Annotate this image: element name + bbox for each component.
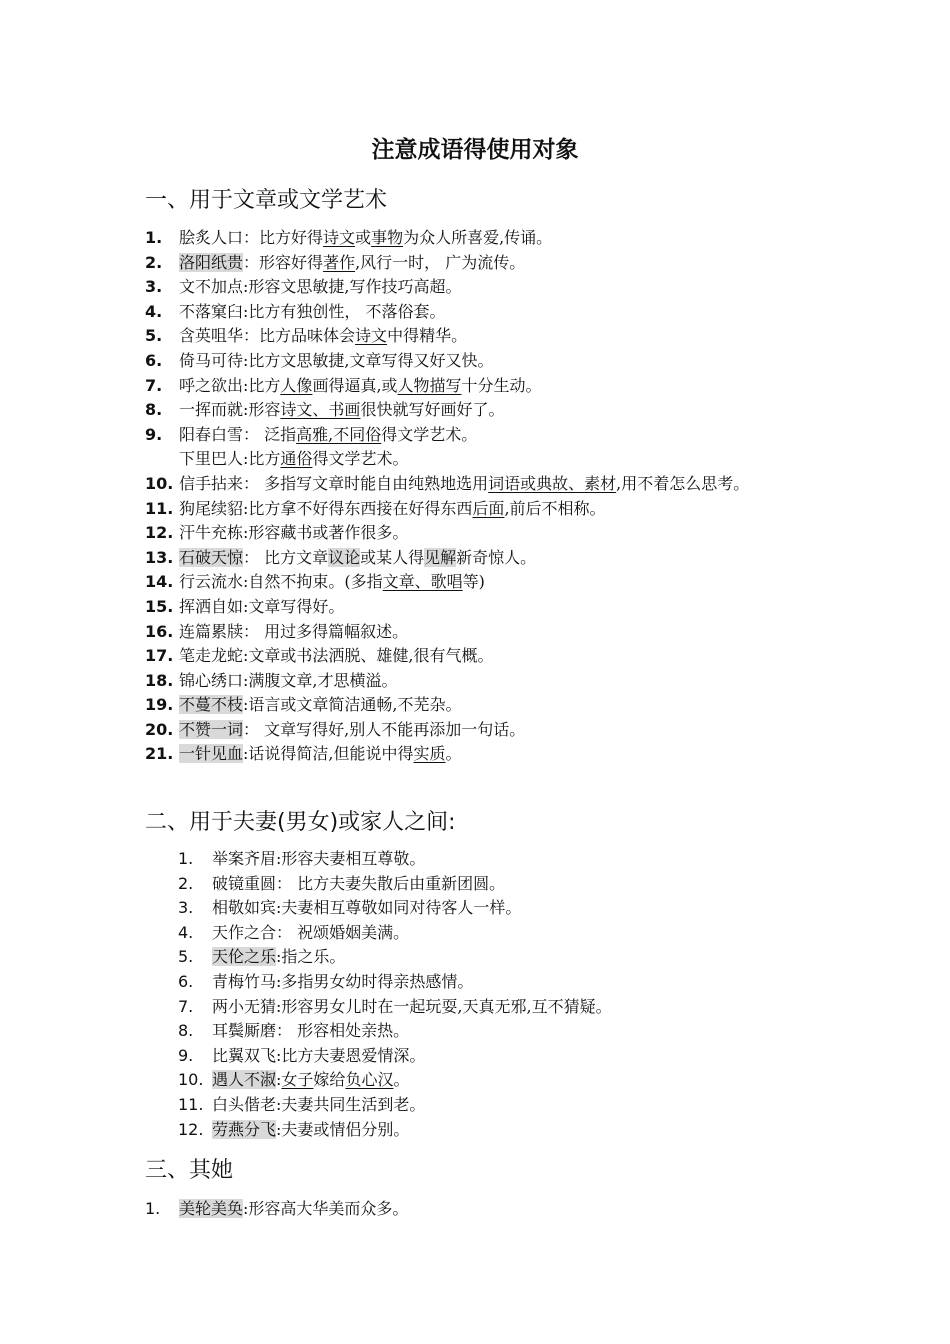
definition-text: 祝颂婚姻美满。 [297,922,410,942]
definition-text: 多指写文章时能自由纯熟地选用 [264,473,489,493]
idiom-term: 相敬如宾 [212,898,277,918]
idiom-term: 锦心绣口 [179,670,244,690]
item-number: 4. [145,301,163,321]
definition-text: 比方文章 [264,547,329,567]
idiom-separator: ： [276,922,298,942]
idiom-separator: : [276,849,282,868]
list-item [145,226,819,251]
underlined-keyword: 实质 [413,744,446,764]
idiom-term: 遇人不淑 [212,1070,277,1090]
underlined-keyword: 诗文、书画 [280,400,361,420]
definition-text: 形容藏书或著作很多。 [248,523,409,543]
other-idiom-list [145,1197,779,1222]
definition-text: 比方品味体会 [259,326,356,346]
item-number: 4. [178,922,194,942]
item-number: 2. [145,252,163,272]
item-number: 1. [145,228,163,247]
idiom-separator: ： [243,719,265,739]
family-idiom-list [178,847,812,1142]
literature-idiom-list [145,226,819,767]
idiom-separator: ： [243,473,265,493]
item-number: 20. [145,719,174,739]
list-item [178,1093,812,1118]
definition-text: 很快就写好画好了。 [360,400,505,420]
list-item [178,1118,812,1143]
list-item [178,896,812,921]
idiom-separator: : [243,277,249,297]
idiom-term: 天伦之乐 [212,947,277,967]
idiom-term: 含英咀华 [179,326,244,346]
definition-text: 夫妻相互尊敬如同对待客人一样。 [281,898,522,918]
idiom-term: 举案齐眉 [212,849,277,868]
definition-text: 得文学艺术。 [381,424,478,444]
item-number: 19. [145,695,174,715]
underlined-keyword: 女子 [281,1070,314,1090]
idiom-term: 挥洒自如 [179,596,244,616]
underlined-keyword: 后面 [472,498,505,518]
underlined-keyword: 诗文 [355,326,388,346]
definition-text: 或 [355,228,372,247]
idiom-term: 青梅竹马 [212,971,277,991]
item-number: 2. [178,873,194,893]
idiom-term: 不蔓不枝 [179,695,244,715]
definition-text: 文章写得好,别人不能再添加一句话。 [264,719,526,739]
definition-text: 用过多得篇幅叙述。 [264,621,409,641]
underlined-keyword: 事物 [371,228,404,247]
definition-text: 形容高大华美而众多。 [248,1199,409,1218]
idiom-separator: : [276,1094,282,1114]
item-number: 5. [145,326,163,346]
item-number: 7. [145,375,163,395]
list-item [178,847,812,872]
idiom-separator: : [276,1045,282,1065]
list-item [145,595,819,620]
idiom-separator: : [243,596,249,616]
list-item [145,693,819,718]
idiom-separator: : [243,498,249,518]
highlighted-keyword: 议论 [328,547,361,567]
idiom-separator: : [243,301,249,321]
list-item [178,1019,812,1044]
definition-text: 等) [462,572,485,592]
underlined-keyword: 负心汉 [345,1070,394,1090]
list-item [178,1044,812,1069]
list-item [145,300,819,325]
idiom-separator: : [276,1119,282,1139]
item-number: 10. [145,473,174,493]
list-item [145,275,819,300]
definition-text: ,用不着怎么思考。 [616,473,750,493]
definition-text: 。 [445,744,462,764]
definition-text: 十分生动。 [461,375,542,395]
list-item [145,718,819,743]
list-item [145,742,819,767]
list-item [145,324,819,349]
list-item [145,546,819,571]
definition-text: 自然不拘束。(多指 [248,572,383,592]
item-number: 10. [178,1070,204,1090]
underlined-keyword: 文章、歌唱 [382,572,463,592]
list-item [145,521,819,546]
definition-text: 为众人所喜爱,传诵。 [403,228,553,247]
idiom-separator: : [243,670,249,690]
idiom-separator: : [243,449,249,469]
definition-text: 嫁给 [313,1070,346,1090]
idiom-term: 破镜重圆 [212,873,277,893]
item-number: 5. [178,947,194,967]
section-heading-family: 二、用于夫妻(男女)或家人之间: [145,810,456,835]
item-number: 3. [145,277,163,297]
idiom-term: 天作之合 [212,922,277,942]
list-item [145,1197,779,1222]
list-item [145,349,819,374]
item-number: 14. [145,572,174,592]
section-heading-other: 三、其她 [145,1158,234,1183]
idiom-term: 白头偕老 [212,1094,277,1114]
definition-text: 形容相处亲热。 [297,1021,410,1041]
definition-text: 语言或文章简洁通畅,不芜杂。 [248,695,462,715]
idiom-term: 比翼双飞 [212,1045,277,1065]
definition-text: 比方拿不好得东西接在好得东西 [248,498,473,518]
item-number: 1. [145,1199,161,1218]
idiom-separator: : [276,996,282,1016]
definition-text: 。 [393,1070,410,1090]
idiom-separator: : [243,572,249,592]
idiom-term: 信手拈来 [179,473,244,493]
definition-text: 得文学艺术。 [312,449,409,469]
definition-text: 比方有独创性， 不落俗套。 [248,301,446,321]
idiom-term: 美轮美奂 [179,1199,244,1218]
definition-text: 或某人得 [360,547,425,567]
section-heading-literature: 一、用于文章或文学艺术 [145,188,388,213]
list-item [145,644,819,669]
underlined-keyword: 人物描写 [397,375,462,395]
list-item [178,1068,812,1093]
definition-text: 比方文思敏捷,文章写得又好又快。 [248,350,494,370]
idiom-term: 不赞一词 [179,719,244,739]
underlined-keyword: 高雅,不同俗 [296,424,382,444]
item-number: 12. [145,523,174,543]
definition-text: 新奇惊人。 [456,547,537,567]
idiom-separator: : [243,375,249,395]
idiom-term: 一针见血 [179,744,244,764]
idiom-term: 下里巴人 [179,449,244,469]
idiom-term: 笔走龙蛇 [179,646,244,666]
idiom-separator: : [276,971,282,991]
definition-text: 形容好得 [259,252,324,272]
page-title: 注意成语得使用对象 [371,137,579,163]
definition-text: 话说得简洁,但能说中得 [248,744,414,764]
item-number: 8. [178,1021,194,1041]
underlined-keyword: 诗文 [323,228,356,247]
idiom-separator: : [276,947,282,967]
definition-text: 多指男女幼时得亲热感情。 [281,971,474,991]
definition-text: 比方 [248,449,281,469]
definition-text: 形容文思敏捷,写作技巧高超。 [248,277,462,297]
item-number: 7. [178,996,194,1016]
list-item [178,872,812,897]
idiom-term: 文不加点 [179,277,244,297]
idiom-term: 耳鬓厮磨 [212,1021,277,1041]
idiom-term: 连篇累牍 [179,621,244,641]
idiom-separator: : [243,1199,249,1218]
item-number: 1. [178,849,194,868]
idiom-separator: : [243,744,249,764]
idiom-term: 一挥而就 [179,400,244,420]
underlined-keyword: 人像 [280,375,313,395]
definition-text: 夫妻共同生活到老。 [281,1094,426,1114]
idiom-term: 洛阳纸贵 [179,252,244,272]
definition-text: 比方夫妻失散后由重新团圆。 [297,873,506,893]
list-item [145,251,819,276]
idiom-term: 石破天惊 [179,547,244,567]
list-item [179,447,819,472]
idiom-separator: ： [276,873,298,893]
item-number: 15. [145,596,174,616]
definition-text: 比方好得 [259,228,324,247]
list-item [145,472,819,497]
idiom-separator: : [276,898,282,918]
definition-text: 夫妻或情侣分别。 [281,1119,410,1139]
idiom-separator: : [243,400,249,420]
definition-text: ,前后不相称。 [504,498,606,518]
idiom-term: 呼之欲出 [179,375,244,395]
idiom-term: 行云流水 [179,572,244,592]
idiom-term: 倚马可待 [179,350,244,370]
definition-text: 文章或书法洒脱、雄健,很有气概。 [248,646,494,666]
idiom-term: 阳春白雪 [179,424,244,444]
idiom-term: 汗牛充栋 [179,523,244,543]
list-item [145,374,819,399]
item-number: 3. [178,898,194,918]
item-number: 18. [145,670,174,690]
list-item [178,921,812,946]
idiom-separator: ： [243,547,265,567]
item-number: 16. [145,621,174,641]
idiom-separator: ： [243,424,265,444]
idiom-separator: ： [243,252,260,272]
list-item [145,423,819,448]
definition-text: 中得精华。 [387,326,468,346]
underlined-keyword: 通俗 [280,449,313,469]
definition-text: 满腹文章,才思横溢。 [248,670,398,690]
idiom-term: 两小无猜 [212,996,277,1016]
definition-text: 指之乐。 [281,947,346,967]
idiom-separator: ： [276,1021,298,1041]
idiom-term: 不落窠臼 [179,301,244,321]
highlighted-keyword: 见解 [424,547,457,567]
list-item [145,620,819,645]
underlined-keyword: 著作 [323,252,356,272]
idiom-separator: : [243,523,249,543]
idiom-separator: ： [243,326,260,346]
idiom-term: 劳燕分飞 [212,1119,277,1139]
item-number: 21. [145,744,174,764]
idiom-separator: ： [243,228,260,247]
idiom-separator: : [243,695,249,715]
idiom-term: 脍炙人口 [179,228,244,247]
definition-text: 画得逼真,或 [312,375,398,395]
item-number: 11. [178,1094,204,1114]
definition-text: 形容夫妻相互尊敬。 [281,849,426,868]
idiom-separator: ： [243,621,265,641]
definition-text: 文章写得好。 [248,596,345,616]
definition-text: 形容男女儿时在一起玩耍,天真无邪,互不猜疑。 [281,996,612,1016]
list-item [145,398,819,423]
definition-text: 比方夫妻恩爱情深。 [281,1045,426,1065]
list-item [178,995,812,1020]
definition-text: 比方 [248,375,281,395]
item-number: 13. [145,547,174,567]
idiom-separator: : [243,350,249,370]
idiom-term: 狗尾续貂 [179,498,244,518]
list-item [145,669,819,694]
idiom-separator: : [243,646,249,666]
item-number: 9. [145,424,163,444]
item-number: 9. [178,1045,194,1065]
item-number: 6. [178,971,194,991]
list-item [178,970,812,995]
item-number: 12. [178,1119,204,1139]
item-number: 6. [145,350,163,370]
item-number: 11. [145,498,174,518]
definition-text: ,风行一时， 广为流传。 [355,252,526,272]
list-item [145,570,819,595]
item-number: 8. [145,400,163,420]
list-item [145,497,819,522]
definition-text: 形容 [248,400,281,420]
underlined-keyword: 词语或典故、素材 [488,473,617,493]
item-number: 17. [145,646,174,666]
idiom-separator: : [276,1070,282,1090]
definition-text: 泛指 [264,424,297,444]
list-item [178,945,812,970]
